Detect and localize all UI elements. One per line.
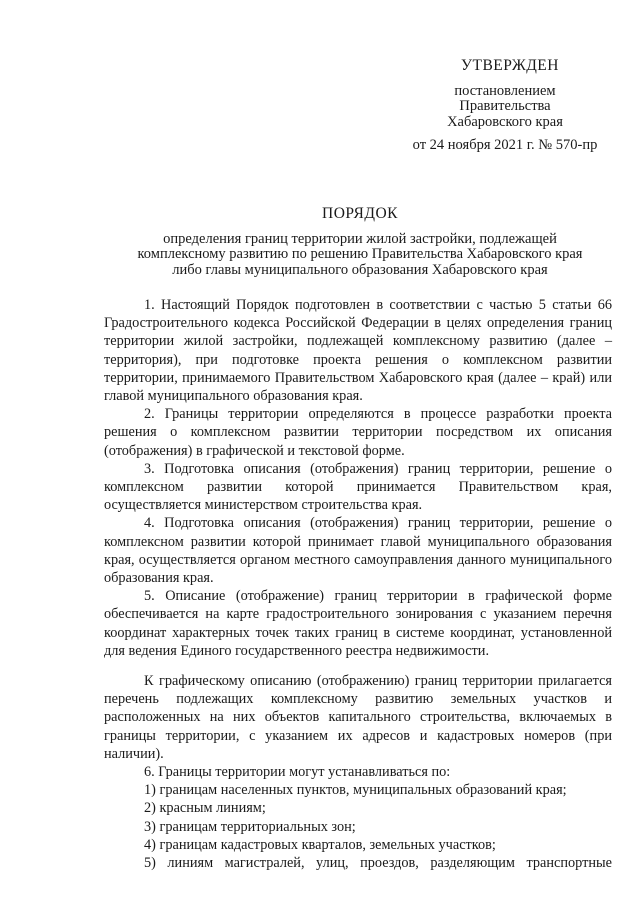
document-heading xyxy=(100,206,620,278)
approval-line-resolution: постановлением xyxy=(454,82,556,99)
paragraph-4: 4. Подготовка описания (отображения) границ территории, решение о комплексном развитии которой принимает главой муниципального образования края, осуществляется органом местного самоуправления данного муниципального образования края. xyxy=(104,515,612,587)
document-subtitle-line-1: определения границ территории жилой застройки, подлежащей xyxy=(163,230,557,247)
approval-stamp-block xyxy=(395,58,615,154)
paragraph-5-attachment: К графическому описанию (отображению) границ территории прилагается перечень подлежащих комплексному развитию земельных участков и расположенных на них объектов капитального строительства, включаемых в границы территории, с указанием их адресов и кадастровых номеров (при наличии). xyxy=(104,673,612,762)
approved-label: УТВЕРЖДЕН xyxy=(461,57,559,74)
paragraph-2: 2. Границы территории определяются в процессе разработки проекта решения о комплексном развитии территории посредством их описания (отображения) в графической и текстовой форме. xyxy=(104,406,612,459)
paragraph-5: 5. Описание (отображение) границ территории в графической форме обеспечивается на карте градостроительного зонирования с указанием перечня координат характерных точек таких границ в системе координат, установленной для ведения Единого государственного реестра недвижимости. xyxy=(104,588,612,659)
paragraph-1: 1. Настоящий Порядок подготовлен в соответствии с частью 5 статьи 66 Градостроительного кодекса Российской Федерации в целях определения границ территории жилой застройки, подлежащей комплексному развитию (далее – территория), при подготовке проекта решения о комплексном развитии территории, принимаемого Правительством Хабаровского края (далее – край) или главой муниципального образования края. xyxy=(104,297,612,405)
document-subtitle-line-3: либо главы муниципального образования Хабаровского края xyxy=(172,261,548,278)
document-body xyxy=(104,296,612,872)
document-title: ПОРЯДОК xyxy=(322,205,398,222)
approval-line-government: Правительства xyxy=(459,98,551,114)
approval-line-region: Хабаровского края xyxy=(447,113,563,130)
approval-date: от 24 ноября 2021 г. № 570-пр xyxy=(412,137,598,153)
list-item-1: 1) границам населенных пунктов, муниципальных образований края; xyxy=(144,782,567,799)
paragraph-3: 3. Подготовка описания (отображения) границ территории, решение о комплексном развитии которой принимается Правительством края, осуществляется министерством строительства края. xyxy=(104,460,612,514)
list-item-5: 5) линиям магистралей, улиц, проездов, разделяющим транспортные xyxy=(144,855,612,872)
document-subtitle-line-2: комплексному развитию по решению Правительства Хабаровского края xyxy=(137,246,583,262)
paragraph-6: 6. Границы территории могут устанавливаться по: xyxy=(144,764,451,781)
list-item-3: 3) границам территориальных зон; xyxy=(144,818,356,835)
list-item-2: 2) красным линиям; xyxy=(144,800,266,817)
list-item-4: 4) границам кадастровых кварталов, земельных участков; xyxy=(144,836,496,853)
